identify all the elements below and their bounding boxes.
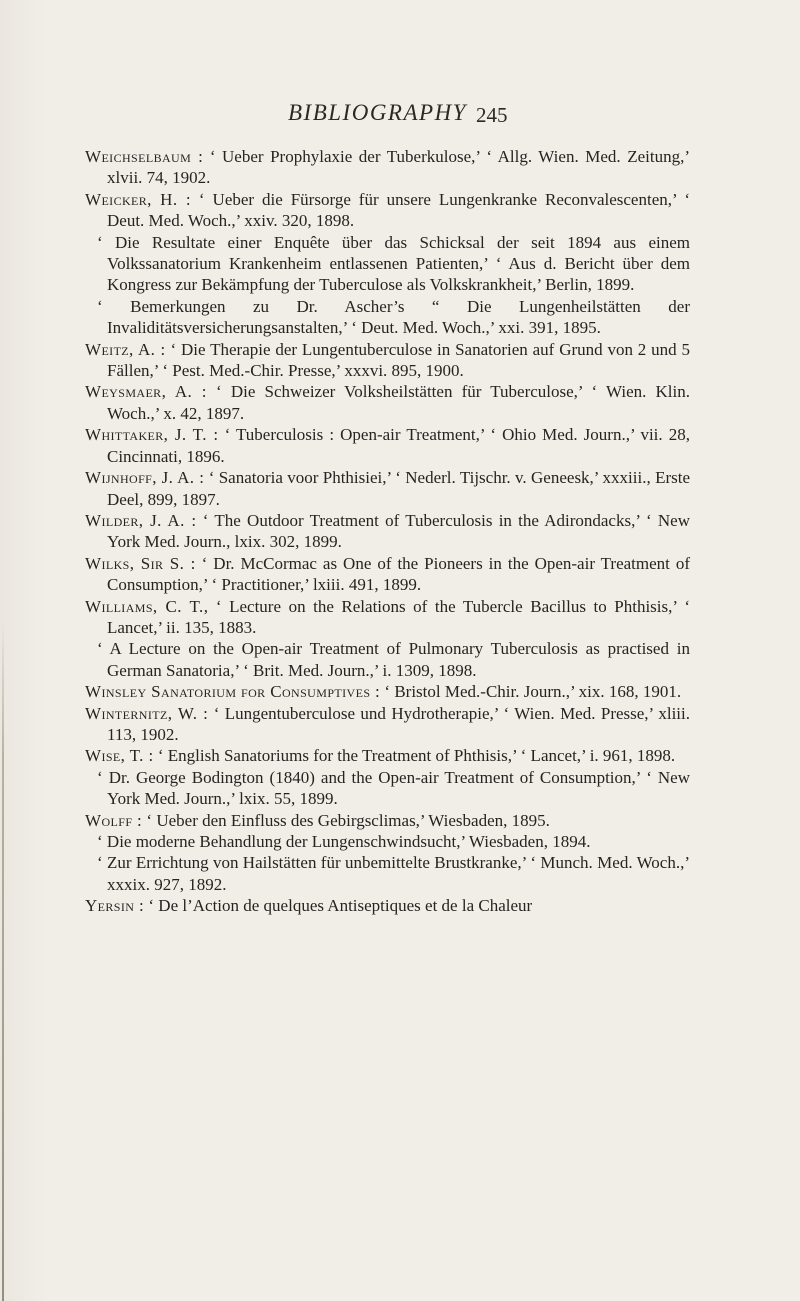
- bibliography-subentry: ‘ Die Resultate einer Enquête über das Schicksal der seit 1894 aus einem Volkssanatorium Krankenheim entlassenen Patienten,’ ‘ Aus d. Bericht über dem Kongress zur Bekämpfung der Tuberculose als Volkskrankheit,’ Berlin, 1899.: [97, 232, 690, 295]
- entry-author: Wise, T. :: [85, 746, 154, 766]
- entry-author: Weicker, H. :: [85, 189, 191, 209]
- entry-text: ‘ Bristol Med.-Chir. Journ.,’ xix. 168, 1901.: [380, 682, 682, 702]
- entry-text: ‘ Dr. McCormac as One of the Pioneers in the Open-air Treatment of Consumption,’ ‘ Practitioner,’ lxiii. 491, 1899.: [107, 553, 691, 595]
- entry-author: Winternitz, W. :: [85, 703, 209, 723]
- bibliography-subentry: ‘ Zur Errichtung von Hailstätten für unbemittelte Brustkranke,’ ‘ Munch. Med. Woch.,’ xxxix. 927, 1892.: [97, 853, 690, 894]
- entry-author: Winsley Sanatorium for Consumptives :: [85, 682, 381, 702]
- bibliography-entry: [85, 146, 690, 189]
- entry-author: Weichselbaum :: [85, 147, 204, 166]
- entry-text: ‘ Die Schweizer Volksheilstätten für Tuberculose,’ ‘ Wien. Klin. Woch.,’ x. 42, 1897.: [107, 382, 690, 423]
- entry-author: Wilder, J. A. :: [85, 510, 197, 530]
- entry-text: ‘ Sanatoria voor Phthisiei,’ ‘ Nederl. Tijschr. v. Geneesk,’ xxxiii., Erste Deel, 899, 1897.: [107, 468, 690, 509]
- bibliography-entry: [85, 703, 690, 746]
- entry-author: Weitz, A. :: [85, 339, 166, 359]
- page-header: [0, 100, 800, 134]
- entry-author: Whittaker, J. T. :: [85, 425, 219, 445]
- bibliography-entry: [85, 339, 690, 382]
- entry-text: ‘ Ueber die Fürsorge für unsere Lungenkranke Reconvalescenten,’ ‘ Deut. Med. Woch.,’ xxiv. 320, 1898.: [107, 189, 691, 231]
- bibliography-entry: [85, 381, 690, 424]
- bibliography-entry: [85, 467, 690, 510]
- entry-text: ‘ Ueber den Einfluss des Gebirgsclimas,’ Wiesbaden, 1895.: [142, 810, 550, 830]
- entry-author: Wolff :: [85, 810, 143, 830]
- bibliography-entry: [85, 895, 690, 916]
- bibliography-entry: [85, 510, 690, 553]
- entry-author: Weysmaer, A. :: [85, 382, 207, 402]
- running-title: BIBLIOGRAPHY: [288, 100, 467, 125]
- page-number: 245: [476, 103, 508, 127]
- entry-text: ‘ Lecture on the Relations of the Tubercle Bacillus to Phthisis,’ ‘ Lancet,’ ii. 135, 1883.: [107, 596, 690, 637]
- entry-author: Williams, C. T.,: [85, 596, 209, 616]
- bibliography-entry: [85, 424, 690, 467]
- bibliography-entry: [85, 745, 690, 766]
- bibliography-list: [85, 146, 690, 917]
- gutter-shadow: [2, 620, 4, 1301]
- bibliography-entry: [85, 189, 690, 232]
- entry-author: Wilks, Sir S. :: [85, 553, 196, 573]
- entry-text: ‘ De l’Action de quelques Antiseptiques et de la Chaleur: [144, 896, 533, 916]
- bibliography-entry: [85, 596, 690, 639]
- entry-author: Wijnhoff, J. A. :: [85, 468, 205, 488]
- entry-text: ‘ Tuberculosis : Open-air Treatment,’ ‘ Ohio Med. Journ.,’ vii. 28, Cincinnati, 1896.: [107, 425, 690, 466]
- bibliography-entry: [85, 810, 690, 831]
- bibliography-entry: [85, 681, 690, 702]
- bibliography-subentry: ‘ A Lecture on the Open-air Treatment of Pulmonary Tuberculosis as practised in German Sanatoria,’ ‘ Brit. Med. Journ.,’ i. 1309, 1898.: [97, 639, 690, 680]
- entry-text: ‘ Lungentuberculose und Hydrotherapie,’ ‘ Wien. Med. Presse,’ xliii. 113, 1902.: [107, 703, 690, 744]
- bibliography-subentry: ‘ Bemerkungen zu Dr. Ascher’s “ Die Lungenheilstätten der Invaliditätsversicherungsanstalten,’ ‘ Deut. Med. Woch.,’ xxi. 391, 1895.: [97, 296, 690, 338]
- entry-text: ‘ Ueber Prophylaxie der Tuberkulose,’ ‘ Allg. Wien. Med. Zeitung,’ xlvii. 74, 1902.: [107, 147, 690, 188]
- bibliography-entry: [85, 553, 690, 596]
- entry-text: ‘ Die Therapie der Lungentuberculose in Sanatorien auf Grund von 2 und 5 Fällen,’ ‘ Pest. Med.-Chir. Presse,’ xxxvi. 895, 1900.: [107, 339, 690, 381]
- bibliography-subentry: ‘ Die moderne Behandlung der Lungenschwindsucht,’ Wiesbaden, 1894.: [97, 832, 591, 851]
- entry-text: ‘ English Sanatoriums for the Treatment of Phthisis,’ ‘ Lancet,’ i. 961, 1898.: [153, 746, 676, 766]
- entry-text: ‘ The Outdoor Treatment of Tuberculosis in the Adirondacks,’ ‘ New York Med. Journ., lxix. 302, 1899.: [107, 510, 690, 552]
- bibliography-subentry: ‘ Dr. George Bodington (1840) and the Open-air Treatment of Consumption,’ ‘ New York Med. Journ.,’ lxix. 55, 1899.: [97, 767, 690, 809]
- entry-author: Yersin :: [85, 896, 145, 916]
